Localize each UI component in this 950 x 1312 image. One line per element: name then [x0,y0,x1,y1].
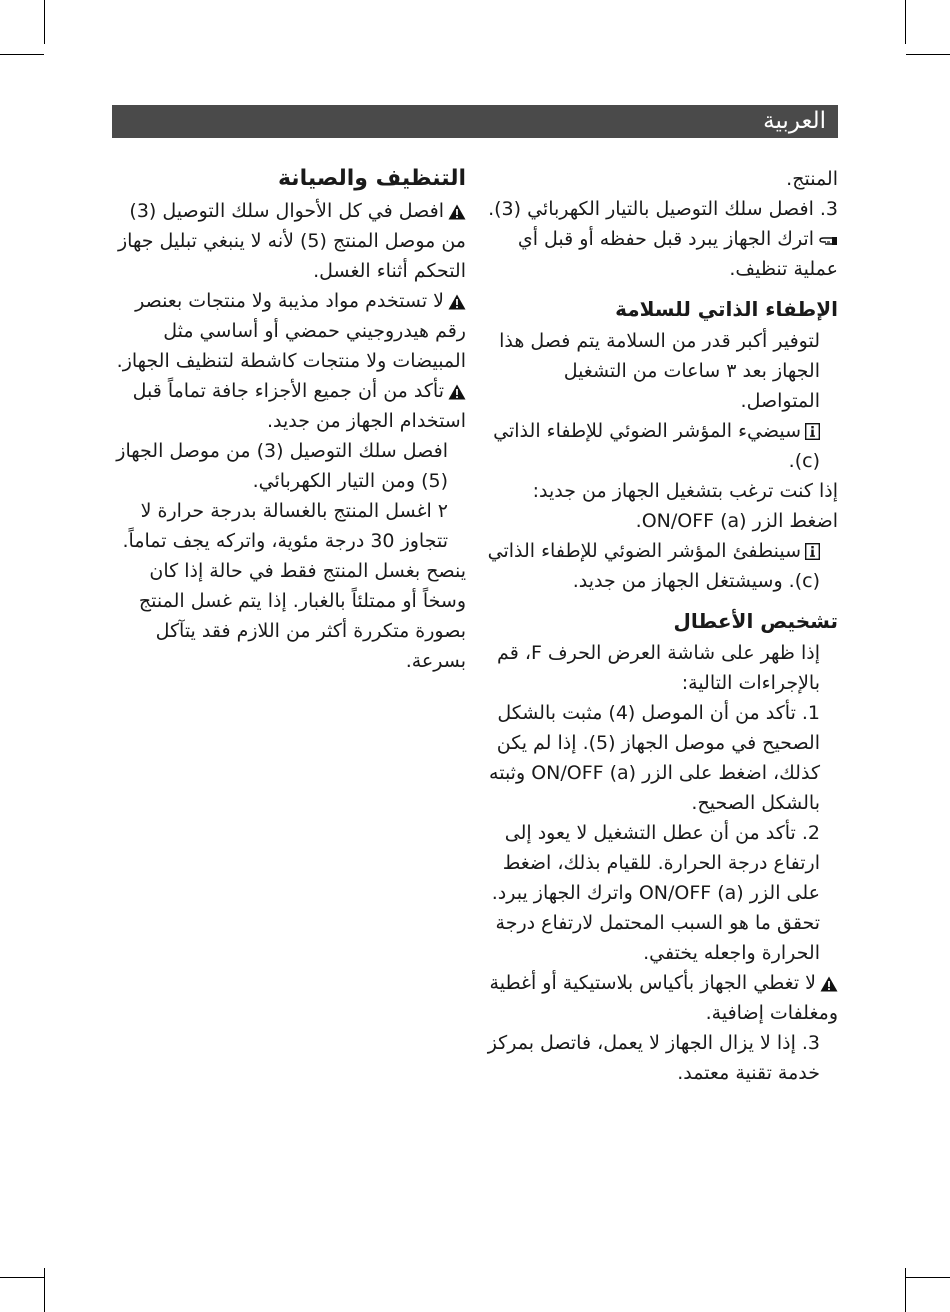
cleaning-step-2 [114,496,466,556]
step-text: تأكد من أن عطل التشغيل لا يعود إلى ارتفاع درجة الحرارة. للقيام بذلك، اضغط على الزر ON/OFF (a) واترك الجهاز يبرد. تحقق ما هو السبب المحتمل لارتفاع درجة الحرارة واجعله يختفي. [491,822,820,964]
language-label: العربية [763,108,826,134]
step-text: إذا لا يزال الجهاز لا يعمل، فاتصل بمركز خدمة تقنية معتمد. [487,1032,820,1084]
warning-note [114,196,466,286]
warning-note [114,376,466,436]
cleaning-step-1: افصل سلك التوصيل (3) من موصل الجهاز (5) ومن التيار الكهربائي. [116,440,448,492]
warning-note [114,286,466,376]
info-note [486,536,838,596]
crop-mark [906,54,950,55]
step-number: 1. [801,702,820,724]
info-note [486,416,838,476]
warning-icon [448,204,466,220]
info-text: سيضيء المؤشر الضوئي للإطفاء الذاتي (c). [493,420,820,472]
warning-text: افصل في كل الأحوال سلك التوصيل (3) من موصل المنتج (5) لأنه لا ينبغي تبليل جهاز التحكم أثناء الغسل. [118,200,466,282]
language-header-bar [112,105,838,138]
restart-paragraph: إذا كنت ترغب بتشغيل الجهاز من جديد: اضغط الزر ON/OFF (a). [532,480,838,532]
troubleshooting-step-1 [486,698,838,818]
step-number: 3. [801,1032,820,1054]
step-number: 2. [801,822,820,844]
info-icon [805,423,820,440]
warning-text: لا تغطي الجهاز بأكياس بلاستيكية أو أغطية ومغلفات إضافية. [489,972,838,1024]
crop-mark [44,1268,45,1312]
step-text: تأكد من أن الموصل (4) مثبت بالشكل الصحيح في موصل الجهاز (5). إذا لم يكن كذلك، اضغط على الزر ON/OFF (a) وثبته بالشكل الصحيح. [489,702,820,814]
auto-off-paragraph: لتوفير أكبر قدر من السلامة يتم فصل هذا الجهاز بعد ٣ ساعات من التشغيل المتواصل. [499,330,820,412]
warning-icon [820,976,838,992]
crop-mark [906,1277,950,1278]
troubleshooting-intro: إذا ظهر على شاشة العرض الحرف F، قم بالإجراءات التالية: [497,642,820,694]
section-heading-auto-off: الإطفاء الذاتي للسلامة [615,297,838,321]
step-text: افصل سلك التوصيل بالتيار الكهربائي (3). [488,198,814,220]
step-text: اغسل المنتج بالغسالة بدرجة حرارة لا تتجاوز 30 درجة مئوية، واتركه يجف تماماً. [122,500,448,552]
troubleshooting-step-2 [486,818,838,968]
crop-mark [0,1277,44,1278]
tip-note [486,224,838,284]
step-number: ٢ [437,500,448,522]
step-number: 3. [819,198,838,220]
section-heading-cleaning: التنظيف والصيانة [277,166,466,191]
hand-pointer-icon [818,234,838,248]
warning-text: لا تستخدم مواد مذيبة ولا منتجات بعنصر رقم هيدروجيني حمضي أو أساسي مثل المبيضات ولا منتجات كاشطة لتنظيف الجهاز. [116,290,466,372]
crop-mark [44,0,45,44]
step-3 [486,194,838,224]
warning-icon [448,384,466,400]
section-heading-troubleshooting: تشخيص الأعطال [673,609,838,633]
warning-icon [448,294,466,310]
warning-text: تأكد من أن جميع الأجزاء جافة تماماً قبل استخدام الجهاز من جديد. [132,380,466,432]
washing-note: ينصح بغسل المنتج فقط في حالة إذا كان وسخاً أو ممتلئاً بالغبار. إذا يتم غسل المنتج بصورة متكررة أكثر من اللازم فقد يتآكل بسرعة. [138,560,466,672]
left-column [114,164,466,676]
warning-note [486,968,838,1028]
tip-text: اترك الجهاز يبرد قبل حفظه أو قبل أي عملية تنظيف. [517,228,838,280]
intro-tail: المنتج. [786,168,838,190]
info-icon [805,543,820,560]
crop-mark [905,0,906,44]
crop-mark [0,54,44,55]
info-text: سينطفئ المؤشر الضوئي للإطفاء الذاتي (c). وسيشتغل الجهاز من جديد. [487,540,820,592]
crop-mark [905,1268,906,1312]
right-column [486,164,838,1088]
troubleshooting-step-3 [486,1028,838,1088]
